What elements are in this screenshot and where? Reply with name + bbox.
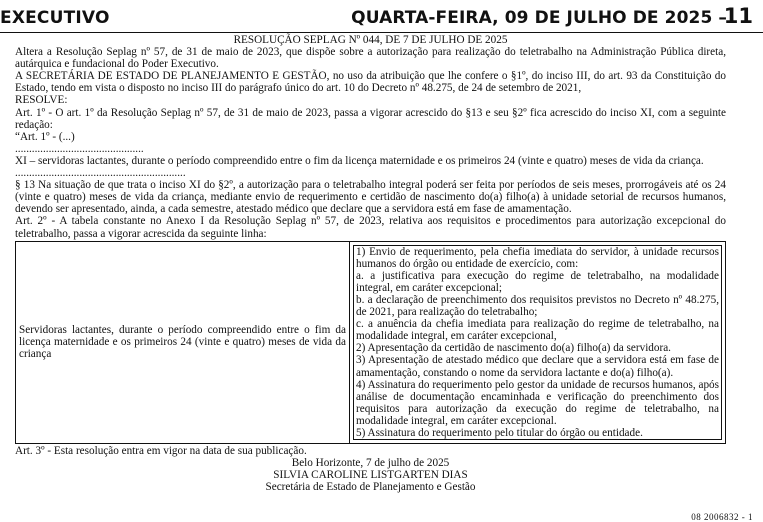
ellipsis-line: .............................................. [15, 142, 144, 155]
requirements-list [353, 245, 722, 441]
publication-code: 08 2006832 - 1 [691, 512, 753, 522]
signer-role: Secretária de Estado de Planejamento e Gestão [265, 481, 476, 494]
section-title: EXECUTIVO [0, 8, 110, 28]
table-cell-category: Servidoras lactantes, durante o período compreendido entre o fim da licença maternidade e os primeiros 24 (vinte e quatro) meses de vida da criança [16, 241, 350, 444]
requirement-item: 3) Apresentação de atestado médico que declare que a servidora está em fase de amamentação, constando o nome da servidora lactante e do(a) filho(a). [356, 354, 719, 379]
requirement-item: 2) Apresentação da certidão de nascimento do(a) filho(a) da servidora. [356, 342, 671, 355]
requirement-item: 5) Assinatura do requerimento pelo titular do órgão ou entidade. [356, 427, 643, 439]
annex-table [15, 241, 726, 445]
issue-date: QUARTA-FEIRA, 09 DE JULHO DE 2025 – [351, 8, 727, 28]
requirement-item: 4) Assinatura do requerimento pelo gestor da unidade de recursos humanos, após análise de documentação encaminhada e verificação do preenchimento dos requisitos para autorização da execução do regime de teletrabalho, na modalidade integral, em caráter excepcional. [356, 378, 719, 427]
inciso-xi: XI – servidoras lactantes, durante o período compreendido entre o fim da licença maternidade e os primeiros 24 (vinte e quatro) meses de vida da criança. [15, 154, 704, 167]
paragraph-13: § 13 Na situação de que trata o inciso XI do §2º, a autorização para o teletrabalho integral poderá ser feita por períodos de seis meses, prorrogáveis até os 24 (vinte e quatro) meses de vida da criança, mediante envio de requerimento e certidão de nascimento do(a) filho(a) à unidade setorial de recursos humanos, devendo ser apresentado, ainda, a cada semestre, atestado médico que declare que a servidora está em fase de amamentação. [15, 179, 726, 216]
table-row [16, 241, 726, 444]
resolve-label: RESOLVE: [15, 94, 68, 107]
resolution-title: RESOLUÇÃO SEPLAG Nº 044, DE 7 DE JULHO DE 2025 [233, 34, 508, 46]
signer-name: SILVIA CAROLINE LISTGARTEN DIAS [273, 469, 468, 482]
requirement-subitem: b. a declaração de preenchimento dos requisitos previstos no Decreto nº 48.275, de 2021, para realização do teletrabalho; [356, 293, 719, 319]
requirement-subitem: a. a justificativa para execução do regime de teletrabalho, na modalidade integral, em caráter excepcional; [356, 269, 719, 294]
article-3: Art. 3º - Esta resolução entra em vigor na data de sua publicação. [15, 445, 307, 458]
quote-open: “Art. 1º - (...) [15, 130, 75, 143]
requirement-subitem: c. a anuência da chefia imediata para realização do regime de teletrabalho, na modalidade integral, em caráter excepcional, [356, 318, 719, 343]
ellipsis-line: ............................................................. [15, 167, 186, 180]
preamble: A SECRETÁRIA DE ESTADO DE PLANEJAMENTO E GESTÃO, no uso da atribuição que lhe confere o §1º, do inciso III, do art. 93 da Constituição do Estado, tendo em vista o disposto no inciso III do parágrafo único do art. 10 do Decreto nº 48.275, de 24 de setembro de 2021, [15, 70, 726, 95]
article-1: Art. 1º - O art. 1º da Resolução Seplag nº 57, de 31 de maio de 2023, passa a vigorar acrescido do §13 e seu §2º fica acrescido do inciso XI, com a seguinte redação: [15, 106, 726, 131]
article-2: Art. 2º - A tabela constante no Anexo I da Resolução Seplag nº 57, de 2023, relativa aos requisitos e procedimentos para autorização excepcional do teletrabalho, passa a vigorar acrescida da seguinte linha: [15, 215, 726, 240]
requirement-item: 1) Envio de requerimento, pela chefia imediata do servidor, à unidade recursos humanos do órgão ou entidade de exercício, com: [356, 245, 719, 270]
resolution-summary: Altera a Resolução Seplag nº 57, de 31 de maio de 2023, que dispõe sobre a autorização para realização do teletrabalho na Administração Pública direta, autárquica e fundacional do Poder Executivo. [15, 46, 726, 71]
table-cell-requirements [350, 241, 726, 444]
page-header [0, 0, 763, 34]
resolution-document [15, 34, 726, 493]
header-divider [0, 32, 763, 33]
page-number: 11 [723, 4, 753, 28]
signature-place-date: Belo Horizonte, 7 de julho de 2025 [291, 457, 450, 470]
